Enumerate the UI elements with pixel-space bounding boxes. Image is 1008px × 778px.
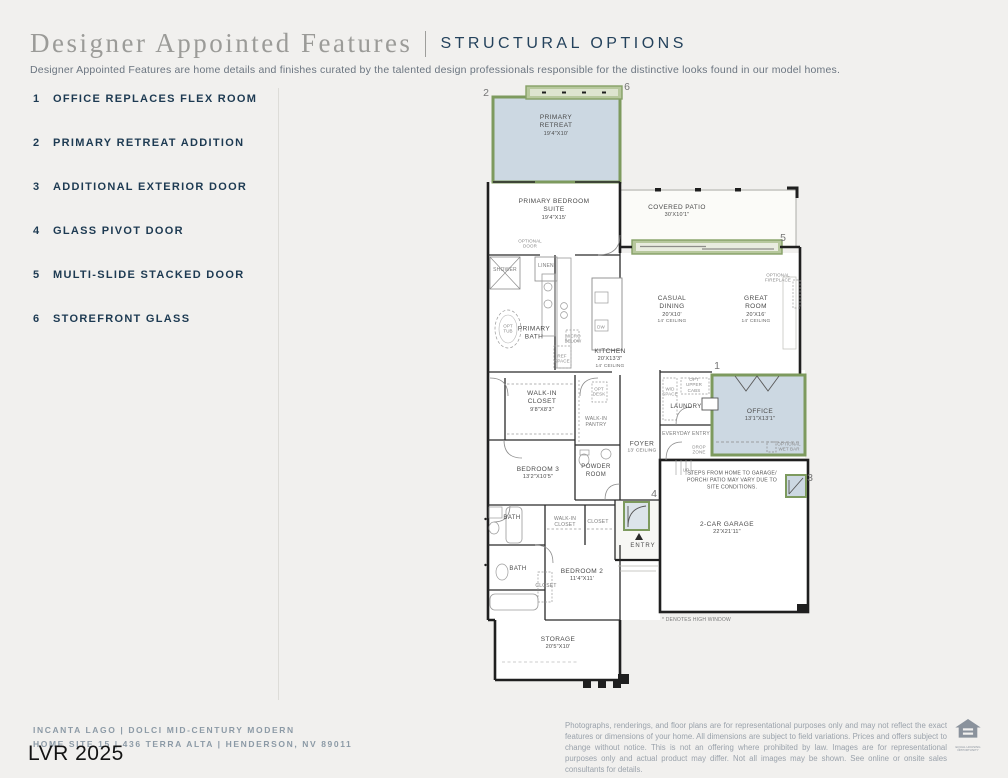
room-label-foyer: FOYER 13' CEILING <box>627 440 657 455</box>
option-marker-5: 5 <box>780 232 786 244</box>
option-marker-6: 6 <box>624 81 630 93</box>
label-dw: DW <box>597 324 605 330</box>
page-description: Designer Appointed Features are home details and finishes curated by the talented design professionals responsible for the distinctive looks found in our model homes. <box>30 64 841 76</box>
label-steps-note: STEPS FROM HOME TO GARAGE/ PORCH/ PATIO MAY VARY DUE TO SITE CONDITIONS. <box>686 470 778 491</box>
glass-pivot-door-highlight <box>624 502 649 530</box>
room-label-primary-bedroom: PRIMARY BEDROOM SUITE 19'4"X15' <box>518 197 590 221</box>
label-optional-fireplace: OPTIONAL FIREPLACE <box>765 272 791 283</box>
page-subtitle-heading: STRUCTURAL OPTIONS <box>425 31 686 57</box>
label-up: UP <box>682 467 690 473</box>
label-everyday-entry: EVERYDAY ENTRY <box>662 430 710 437</box>
room-label-casual-dining: CASUAL DINING 20'X10' 14' CEILING <box>657 294 687 324</box>
room-label-primary-bath: PRIMARY BATH <box>517 325 551 341</box>
option-marker-2: 2 <box>483 87 489 99</box>
label-optional-wet-bar: OPTIONAL WET BAR <box>777 441 801 452</box>
label-drop-zone: DROP ZONE <box>692 444 706 455</box>
label-opt-tub: OPT TUB <box>503 323 513 334</box>
equal-housing-label: EQUAL HOUSING OPPORTUNITY <box>955 745 981 753</box>
option-item <box>33 269 273 313</box>
option-number: 1 <box>33 93 41 105</box>
room-label-storage: STORAGE 20'5"X10' <box>540 636 576 651</box>
room-label-bedroom2: BEDROOM 2 11'4"X11' <box>560 568 604 583</box>
room-label-powder-room: POWDER ROOM <box>581 464 611 478</box>
room-label-great-room: GREAT ROOM 20'X16' 14' CEILING <box>741 294 771 324</box>
option-item <box>33 181 273 225</box>
option-label: GLASS PIVOT DOOR <box>53 225 184 237</box>
exterior-door-highlight <box>786 475 806 497</box>
label-ref-space: REF SPACE <box>554 353 570 364</box>
room-label-laundry: LAUNDRY <box>670 404 702 411</box>
option-item <box>33 93 273 137</box>
vertical-divider <box>278 88 279 700</box>
room-label-bath-upper: BATH <box>503 515 521 522</box>
label-high-window-note: * DENOTES HIGH WINDOW <box>662 616 731 623</box>
label-entry: ENTRY <box>630 543 656 550</box>
label-opt-desk: OPT DESK <box>592 386 606 397</box>
option-marker-1: 1 <box>714 360 720 372</box>
option-label: STOREFRONT GLASS <box>53 313 191 325</box>
option-label: MULTI-SLIDE STACKED DOOR <box>53 269 245 281</box>
primary-retreat-highlight <box>493 97 620 182</box>
label-closet-2: CLOSET <box>535 582 557 589</box>
header <box>30 28 840 76</box>
storefront-glass-highlight <box>526 86 622 99</box>
label-linen: LINEN <box>538 262 554 269</box>
option-number: 6 <box>33 313 41 325</box>
structural-options-list <box>33 93 273 357</box>
label-walk-in-closet-2: WALK-IN CLOSET <box>553 515 577 528</box>
page-title: Designer Appointed Features <box>30 28 413 58</box>
community-line: INCANTA LAGO | DOLCI MID-CENTURY MODERN <box>33 725 295 735</box>
option-label: ADDITIONAL EXTERIOR DOOR <box>53 181 248 193</box>
room-label-bedroom3: BEDROOM 3 13'2"X10'5" <box>516 466 560 481</box>
option-item <box>33 225 273 269</box>
floor-plan <box>480 82 820 707</box>
option-number: 5 <box>33 269 41 281</box>
room-label-bath-lower: BATH <box>509 566 527 573</box>
equal-housing-logo <box>951 719 985 753</box>
room-label-kitchen: KITCHEN 20'X13'3" 14' CEILING <box>594 348 626 369</box>
label-optional-door: OPTIONAL DOOR <box>518 238 542 249</box>
label-shower: SHOWER <box>493 266 517 273</box>
room-label-garage: 2-CAR GARAGE 22'X21'11" <box>700 521 754 536</box>
option-item <box>33 313 273 357</box>
room-label-primary-retreat: PRIMARY RETREAT 19'4"X10' <box>539 113 573 137</box>
room-label-walk-in-closet: WALK-IN CLOSET 9'8"X8'3" <box>527 389 557 413</box>
option-item <box>33 137 273 181</box>
legal-disclaimer: Photographs, renderings, and floor plans are for representational purposes only and may not reflect the exact features or dimensions of your home. All dimensions are subject to field variations. Prices and offers subject to change without notice. This is not an offering where prohibited by law. Images are for representational purposes only and actual product may differ. Not all images may be shown. See online or onsite sales consultants for details. <box>565 721 947 775</box>
option-label: PRIMARY RETREAT ADDITION <box>53 137 245 149</box>
label-opt-upper-cabs: OPT UPPER CABS <box>685 376 702 393</box>
option-marker-3: 3 <box>807 472 813 484</box>
room-label-office: OFFICE 13'1"X13'1" <box>744 408 776 423</box>
option-label: OFFICE REPLACES FLEX ROOM <box>53 93 258 105</box>
label-wd-space: W/D SPACE <box>662 386 678 397</box>
room-label-walk-in-pantry: WALK-IN PANTRY <box>584 415 608 428</box>
address-line: HOME SITE 15 | 436 TERRA ALTA | HENDERSON, NV 89011 <box>33 739 353 749</box>
watermark-text: LVR 2025 <box>28 742 124 765</box>
option-number: 3 <box>33 181 41 193</box>
title-row <box>30 28 840 59</box>
label-closet-1: CLOSET <box>587 518 609 525</box>
equal-housing-icon <box>955 719 981 741</box>
room-label-covered-patio: COVERED PATIO 30'X10'1" <box>648 204 706 219</box>
option-number: 4 <box>33 225 41 237</box>
label-micro-below: MICRO BELOW <box>564 333 582 344</box>
option-number: 2 <box>33 137 41 149</box>
option-marker-4: 4 <box>651 488 657 500</box>
multi-slide-door-highlight <box>632 240 782 254</box>
